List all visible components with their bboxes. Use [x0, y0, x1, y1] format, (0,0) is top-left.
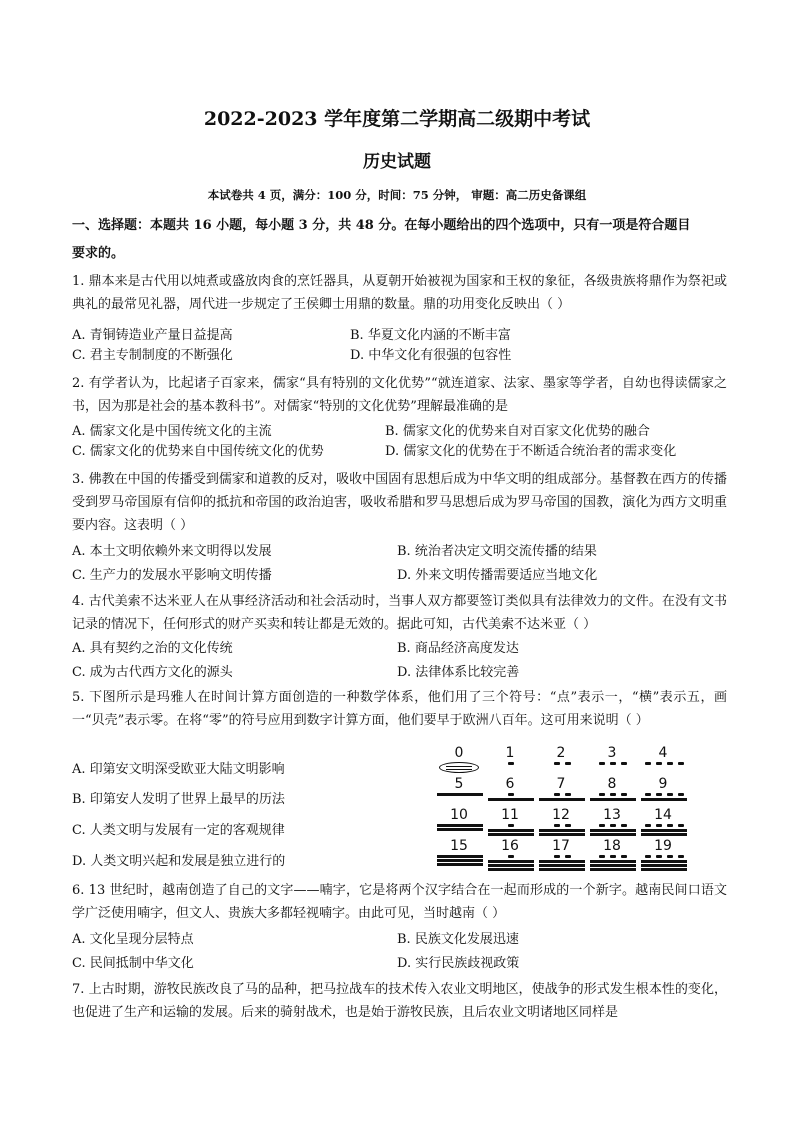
- maya-glyph: [488, 793, 534, 806]
- maya-numeral-label: 2: [556, 745, 566, 761]
- maya-numeral-cell: [486, 808, 534, 837]
- maya-numeral-label: 17: [552, 838, 570, 854]
- maya-row: [435, 808, 690, 837]
- maya-numeral-label: 16: [501, 838, 519, 854]
- maya-glyph: [590, 824, 636, 837]
- question-4-stem: 4. 古代美索不达米亚人在从事经济活动和社会活动时，当事人双方都要签订类似具有法律效力的文件。在没有文书记录的情况下，任何形式的财产买卖和转让都是无效的。据此可知，古代美索不达米亚（ ）: [72, 594, 727, 632]
- question-4-option-b[interactable]: B. 商品经济高度发达: [397, 641, 519, 656]
- question-5-option-c[interactable]: C. 人类文明与发展有一定的客观规律: [72, 823, 285, 838]
- question-6-stem: 6. 13 世纪时，越南创造了自己的文字——喃字，它是将两个汉字结合在一起而形成的一个新字。越南民间口语文学广泛使用喃字，但文人、贵族大多都轻视喃字。由此可见，当时越南（ ）: [72, 883, 727, 921]
- maya-glyph: [590, 762, 636, 775]
- maya-numeral-label: 13: [603, 807, 621, 823]
- question-1-stem: 1. 鼎本来是古代用以炖煮或盛放肉食的烹饪器具，从夏朝开始被视为国家和王权的象征，各级贵族将鼎作为祭祀或典礼的最常见礼器，周代进一步规定了王侯卿士用鼎的数量。鼎的功用变化反映出（ ）: [72, 274, 727, 312]
- maya-numeral-cell: [537, 839, 585, 868]
- question-5-option-a[interactable]: A. 印第安文明深受欧亚大陆文明影响: [72, 762, 285, 777]
- question-5-stem: 5. 下图所示是玛雅人在时间计算方面创造的一种数学体系，他们用了三个符号：“点”表示一，“横”表示五，画一“贝壳”表示零。在将“零”的符号应用到数字计算方面，他们要早于欧洲八百年。这可用来说明（ ）: [72, 690, 727, 728]
- maya-numeral-cell: [435, 777, 483, 806]
- question-7-stem: 7. 上古时期，游牧民族改良了马的品种，把马拉战车的技术传入农业文明地区，使战争的形式发生根本性的变化，也促进了生产和运输的发展。后来的骑射战术，也是始于游牧民族，且后农业文明诸地区同样是: [72, 982, 727, 1020]
- maya-row: [435, 777, 690, 806]
- maya-glyph: [590, 855, 636, 868]
- maya-glyph: [488, 855, 534, 868]
- maya-numeral-label: 8: [607, 776, 617, 792]
- question-2-option-a[interactable]: A. 儒家文化是中国传统文化的主流: [72, 424, 272, 439]
- maya-numeral-label: 11: [501, 807, 519, 823]
- maya-numeral-cell: [639, 808, 687, 837]
- maya-numeral-cell: [537, 777, 585, 806]
- question-2-option-c[interactable]: C. 儒家文化的优势来自中国传统文化的优势: [72, 444, 324, 459]
- maya-numeral-figure: [435, 746, 690, 870]
- maya-glyph: [590, 793, 636, 806]
- maya-glyph: [641, 762, 687, 775]
- question-1-option-a[interactable]: A. 青铜铸造业产量日益提高: [72, 328, 233, 343]
- maya-numeral-label: 19: [654, 838, 672, 854]
- maya-numeral-cell: [588, 777, 636, 806]
- maya-numeral-label: 4: [658, 745, 668, 761]
- question-5-option-b[interactable]: B. 印第安人发明了世界上最早的历法: [72, 792, 285, 807]
- question-3-option-c[interactable]: C. 生产力的发展水平影响文明传播: [72, 568, 272, 583]
- question-4-option-d[interactable]: D. 法律体系比较完善: [397, 665, 520, 680]
- maya-glyph: [539, 855, 585, 868]
- maya-row: [435, 746, 690, 775]
- maya-numeral-cell: [486, 746, 534, 775]
- maya-numeral-label: 0: [454, 745, 464, 761]
- exam-subtitle: 历史试题: [363, 152, 431, 172]
- maya-numeral-label: 15: [450, 838, 468, 854]
- question-3-option-a[interactable]: A. 本土文明依赖外来文明得以发展: [72, 544, 272, 559]
- maya-numeral-cell: [435, 746, 483, 775]
- question-6-option-d[interactable]: D. 实行民族歧视政策: [397, 956, 520, 971]
- question-5-option-d[interactable]: D. 人类文明兴起和发展是独立进行的: [72, 854, 286, 869]
- maya-numeral-cell: [435, 839, 483, 868]
- question-4-option-a[interactable]: A. 具有契约之治的文化传统: [72, 641, 233, 656]
- maya-glyph: [539, 824, 585, 837]
- exam-info: 本试卷共 4 页，满分：100 分，时间：75 分钟， 审题：高二历史备课组: [207, 188, 587, 202]
- maya-numeral-label: 14: [654, 807, 672, 823]
- maya-numeral-label: 9: [658, 776, 668, 792]
- exam-title: 2022-2023 学年度第二学期高二级期中考试: [203, 108, 591, 130]
- question-3-option-b[interactable]: B. 统治者决定文明交流传播的结果: [397, 544, 597, 559]
- shell-icon: [437, 762, 483, 775]
- maya-glyph: [641, 824, 687, 837]
- maya-numeral-label: 10: [450, 807, 468, 823]
- maya-row: [435, 839, 690, 868]
- maya-glyph: [539, 762, 585, 775]
- question-4-option-c[interactable]: C. 成为古代西方文化的源头: [72, 665, 233, 680]
- maya-numeral-label: 5: [454, 776, 464, 792]
- question-2-option-d[interactable]: D. 儒家文化的优势在于不断适合统治者的需求变化: [385, 444, 677, 459]
- maya-numeral-label: 6: [505, 776, 515, 792]
- maya-numeral-label: 12: [552, 807, 570, 823]
- maya-numeral-label: 18: [603, 838, 621, 854]
- maya-numeral-label: 3: [607, 745, 617, 761]
- question-6-option-b[interactable]: B. 民族文化发展迅速: [397, 932, 519, 947]
- question-1-option-b[interactable]: B. 华夏文化内涵的不断丰富: [350, 328, 511, 343]
- section-heading-line2: 要求的。: [72, 246, 125, 261]
- question-2-option-b[interactable]: B. 儒家文化的优势来自对百家文化优势的融合: [385, 424, 650, 439]
- question-3-stem: 3. 佛教在中国的传播受到儒家和道教的反对，吸收中国固有思想后成为中华文明的组成部分。基督教在西方的传播受到罗马帝国原有信仰的抵抗和帝国的政治迫害，吸收希腊和罗马思想后成为罗马帝国的国教，演化为西方文明重要内容。这表明（ ）: [72, 472, 727, 533]
- maya-glyph: [437, 855, 483, 868]
- section-heading-line1: 一、选择题：本题共 16 小题，每小题 3 分，共 48 分。在每小题给出的四个选项中，只有一项是符合题目: [72, 218, 691, 233]
- question-1-option-c[interactable]: C. 君主专制制度的不断强化: [72, 348, 233, 363]
- maya-glyph: [437, 793, 483, 806]
- maya-glyph: [641, 855, 687, 868]
- maya-numeral-cell: [537, 746, 585, 775]
- maya-numeral-cell: [588, 808, 636, 837]
- question-6-option-a[interactable]: A. 文化呈现分层特点: [72, 932, 194, 947]
- maya-glyph: [437, 824, 483, 837]
- question-6-option-c[interactable]: C. 民间抵制中华文化: [72, 956, 194, 971]
- maya-numeral-label: 7: [556, 776, 566, 792]
- maya-numeral-cell: [486, 839, 534, 868]
- question-1-option-d[interactable]: D. 中华文化有很强的包容性: [350, 348, 512, 363]
- maya-numeral-cell: [588, 839, 636, 868]
- question-2-stem: 2. 有学者认为，比起诸子百家来，儒家“具有特别的文化优势”“就连道家、法家、墨家等学者，自幼也得读儒家之书，因为那是社会的基本教科书”。对儒家“特别的文化优势”理解最准确的是: [72, 376, 727, 414]
- maya-numeral-cell: [588, 746, 636, 775]
- question-3-option-d[interactable]: D. 外来文明传播需要适应当地文化: [397, 568, 598, 583]
- maya-numeral-cell: [639, 839, 687, 868]
- maya-numeral-cell: [537, 808, 585, 837]
- maya-numeral-cell: [435, 808, 483, 837]
- maya-numeral-label: 1: [505, 745, 515, 761]
- maya-glyph: [539, 793, 585, 806]
- maya-numeral-cell: [639, 746, 687, 775]
- maya-numeral-cell: [639, 777, 687, 806]
- maya-glyph: [488, 762, 534, 775]
- maya-glyph: [488, 824, 534, 837]
- maya-numeral-cell: [486, 777, 534, 806]
- maya-glyph: [641, 793, 687, 806]
